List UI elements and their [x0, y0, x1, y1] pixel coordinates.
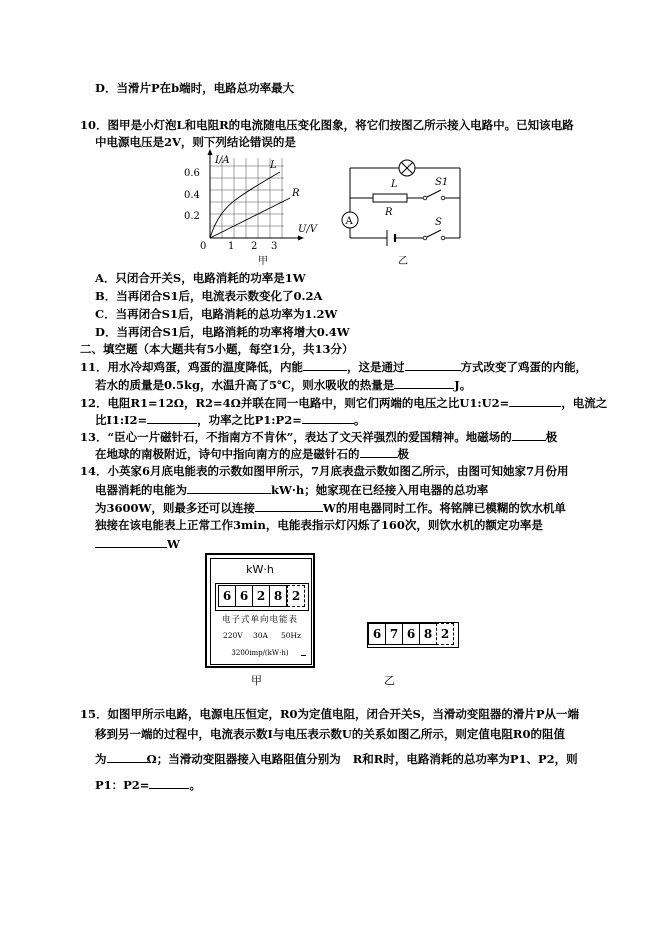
q10-option-b: B．当再闭合S1后，电流表示数变化了0.2A: [95, 289, 323, 303]
q13-blank-1[interactable]: [512, 428, 546, 441]
q14-blank-2[interactable]: [255, 499, 323, 512]
q12-line2: 比I1:I2= ，功率之比P1:P2= 。: [95, 413, 366, 427]
q14-line4: 独接在该电能表上正常工作3min，电能表指示灯闪烁了160次，则饮水机的额定功率是: [95, 518, 543, 532]
q14-meter-a-spec-frequency: 50Hz: [281, 631, 302, 640]
q14-meter-a-constant: 3200imp/(kW·h): [231, 649, 289, 657]
q10-ammeter-label: A: [345, 216, 353, 227]
q10-graph-caption: 甲: [258, 256, 268, 267]
q11-blank-3[interactable]: [394, 376, 454, 389]
q12-blank-1[interactable]: [509, 394, 561, 407]
q14-line2: 电器消耗的电能为 kW·h；她家现在已经接入用电器的总功率: [95, 483, 489, 497]
q14-meter-a-type: 电子式单向电能表: [221, 615, 298, 625]
q10-circuit: [335, 152, 475, 270]
q14-meter-a-caption: 甲: [251, 674, 262, 687]
q14-meter-a-digit-1: 6: [218, 585, 236, 607]
q14-meter-b-digit-4: 8: [419, 623, 437, 645]
q10-option-c: C．当再闭合S1后，电路消耗的总功率为1.2W: [95, 307, 338, 321]
q14-line3: 为3600W，则最多还可以连接 W的用电器同时工作。将铭牌已模糊的饮水机单: [95, 501, 566, 515]
q10-graph-xtick-2: 2: [251, 241, 258, 252]
q14-blank-1[interactable]: [187, 481, 271, 494]
q10-graph: [180, 148, 330, 270]
q14-line1: 14．小英家6月底电能表的示数如图甲所示，7月底表盘示数如图乙所示，由图可知她家7月份用: [80, 464, 569, 478]
q10-graph-xtick-1: 1: [228, 241, 235, 252]
q9-option-d: D．当滑片P在b端时，电路总功率最大: [95, 81, 295, 95]
q10-option-a: A．只闭合开关S，电路消耗的功率是1W: [95, 271, 306, 285]
q14-meter-a-unit: kW·h: [246, 563, 274, 576]
q14-meter-b-digit-5: 2: [436, 623, 454, 645]
section-2-heading: 二、填空题（本大题共有5小题，每空1分，共13分）: [80, 342, 354, 356]
q14-meter-b-digit-2: 7: [385, 623, 403, 645]
q15-line1: 15．如图甲所示电路，电源电压恒定，R0为定值电阻，闭合开关S，当滑动变阻器的滑片P从一端: [80, 707, 580, 721]
q15-blank-1[interactable]: [107, 750, 147, 763]
q15-blank-2[interactable]: [149, 776, 189, 789]
q14-meter-a: [205, 553, 315, 668]
q15-line3: 为 Ω；当滑动变阻器接入电路阻值分别为 R和R时，电路消耗的总功率为P1、P2，则: [95, 752, 578, 766]
q14-meter-b-digit-1: 6: [368, 623, 386, 645]
q10-lamp-label: L: [391, 179, 398, 190]
q14-meter-b-caption: 乙: [384, 674, 395, 687]
q13-line2: 在地球的南极附近，诗句中指向南方的应是磁针石的 极: [95, 447, 409, 461]
q11-blank-1[interactable]: [303, 358, 347, 371]
q10-graph-ytick-1: 0.6: [184, 168, 200, 179]
q10-switch-s-symbol: [425, 230, 441, 238]
q15-line2: 移到另一端的过程中，电流表示数I与电压表示数U的关系如图乙所示，则定值电阻R0的阻值: [95, 727, 565, 741]
q15-line4: P1：P2= 。: [95, 778, 201, 792]
q10-option-d: D．当再闭合S1后，电路消耗的功率将增大0.4W: [95, 325, 350, 339]
q12-line1: 12．电阻R1=12Ω，R2=4Ω并联在同一电路中，则它们两端的电压之比U1:U2= ，电流之: [80, 396, 608, 410]
q14-meter-a-spec-current: 30A: [253, 631, 268, 640]
q10-resistor-label: R: [385, 207, 393, 218]
q12-blank-3[interactable]: [302, 411, 354, 424]
q10-graph-ytick-3: 0.2: [184, 211, 200, 222]
q14-meter-a-digit-2: 6: [235, 585, 253, 607]
q14-meter-a-spec-voltage: 220V: [223, 631, 243, 640]
q10-curve-l: [210, 172, 280, 238]
q13-line1: 13．“臣心一片磁针石，不指南方不肯休”，表达了文天祥强烈的爱国精神。地磁场的 极: [80, 430, 558, 444]
q10-switch-s1-label: S1: [435, 177, 449, 188]
q10-graph-xtick-0: 0: [200, 241, 207, 252]
q14-meter-a-digit-5: 2: [287, 585, 305, 607]
q11-line2: 若水的质量是0.5kg，水温升高了5℃，则水吸收的热量是 J。: [95, 378, 472, 392]
q11-blank-2[interactable]: [405, 358, 461, 371]
q14-meter-a-digit-4: 8: [269, 585, 287, 607]
q10-graph-curve-r-label: R: [292, 188, 300, 199]
q10-graph-y-label: I/A: [215, 155, 230, 166]
q13-blank-2[interactable]: [360, 445, 398, 458]
q10-graph-ytick-2: 0.4: [184, 190, 200, 201]
q14-meter-a-indicator: [301, 655, 306, 656]
q10-stem-line1: 10．图甲是小灯泡L和电阻R的电流随电压变化图象，将它们按图乙所示接入电路中。已知该电路: [80, 118, 574, 132]
q10-graph-curve-l-label: L: [270, 160, 277, 171]
q10-graph-x-label: U/V: [298, 224, 318, 235]
q10-circuit-caption: 乙: [398, 256, 408, 267]
q12-blank-2[interactable]: [147, 411, 197, 424]
q11-line1: 11．用水冷却鸡蛋，鸡蛋的温度降低，内能 ，这是通过 方式改变了鸡蛋的内能，: [80, 360, 588, 374]
q10-switch-s-label: S: [435, 217, 442, 228]
q10-resistor-symbol: [373, 194, 407, 202]
q14-meter-b-digit-3: 6: [402, 623, 420, 645]
q10-switch-s1-symbol: [425, 190, 441, 198]
q10-stem-line2: 中电源电压是2V，则下列结论错误的是: [95, 135, 296, 149]
q10-graph-xtick-3: 3: [271, 241, 278, 252]
q14-meter-a-digit-3: 2: [252, 585, 270, 607]
q14-blank-3[interactable]: [95, 535, 167, 548]
q14-line5: W: [95, 535, 180, 552]
